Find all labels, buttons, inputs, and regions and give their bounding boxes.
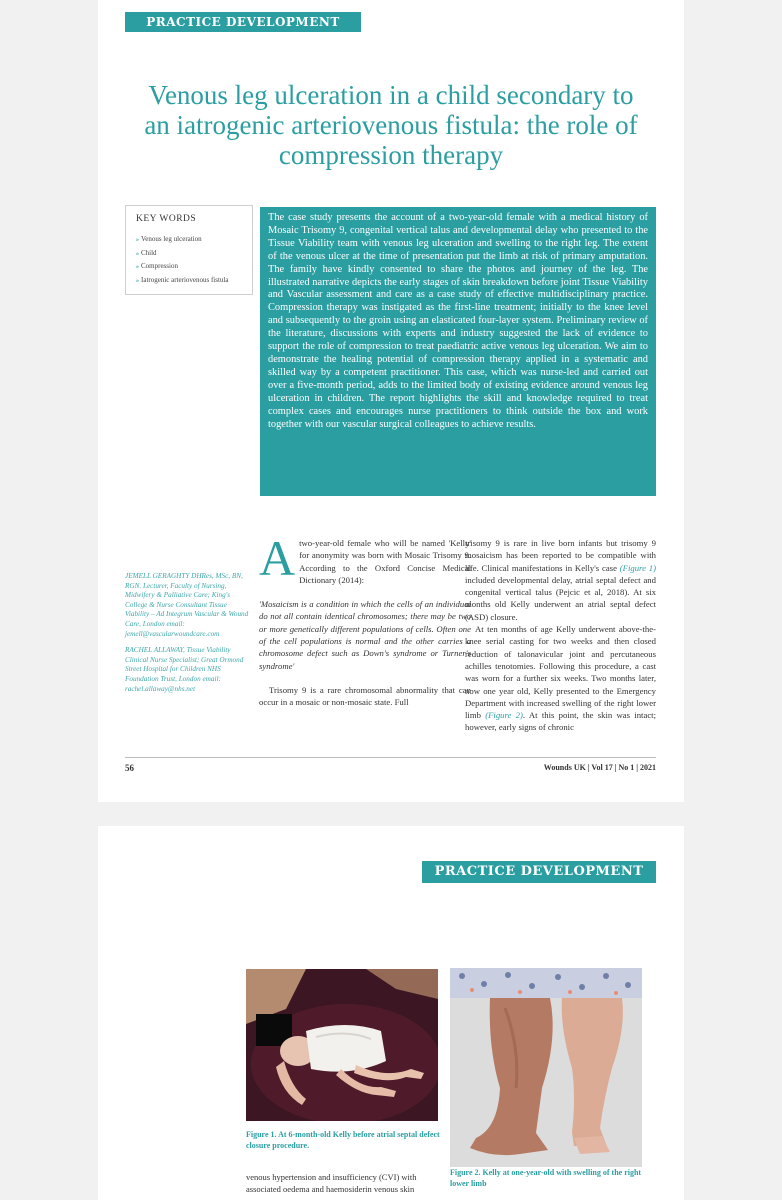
author-2: RACHEL ALLAWAY, Tissue Viability Clinical Nurse Specialist; Great Ormond Street Hospital for Children NHS Foundation Trust, London email: rachel.allaway@nhs.net [125, 646, 244, 693]
figure-2-caption: Figure 2. Kelly at one-year-old with swelling of the right lower limb [450, 1168, 642, 1188]
section-label: PRACTICE DEVELOPMENT [125, 12, 361, 32]
definition-quote: 'Mosaicism is a condition in which the cells of an individual do not all contain identical chromosomes; there may be two or more genetically different populations of cells. Often one of the cell populations is normal and the other carries a chromosome defect such as Down's syndrome or Turner's syndrome' [259, 599, 471, 671]
section-label: PRACTICE DEVELOPMENT [422, 861, 656, 883]
keywords-heading: KEY WORDS [136, 214, 197, 224]
arrow-bullet-icon: » [136, 250, 139, 257]
journal-page-57 [98, 826, 684, 1200]
body-paragraph: At ten months of age Kelly underwent above-the-knee serial casting for two weeks and then closed reduction of talonavicular joint and percutaneous achilles tenotomies. Following this procedure, a cast was worn for a further six weeks. Two months later, now one year old, Kelly presented to the Emergency Department with increased swelling of the right lower limb (Figure 2). At this point, the skin was intact; however, early signs of chronic [465, 624, 657, 733]
keyword-item: » Iatrogenic arteriovenous fistula [136, 275, 229, 284]
body-paragraph: trisomy 9 is rare in live born infants but trisomy 9 mosaicism has been reported to be compatible with life. Clinical manifestations in Kelly's case (Figure 1) included developmental delay, atrial septal defect and congenital vertical talus (Pejcic et al, 2018). At six months old Kelly underwent an atrial septal defect (ASD) closure. [465, 538, 657, 622]
footer-divider [125, 757, 656, 758]
keywords-list [136, 233, 228, 287]
journal-citation: Wounds UK | Vol 17 | No 1 | 2021 [543, 763, 656, 772]
journal-page-56 [98, 0, 684, 802]
keywords-box [125, 205, 253, 295]
figure-1-photo [246, 969, 438, 1121]
abstract-box: The case study presents the account of a two-year-old female with a medical history of Mosaic Trisomy 9, congenital vertical talus and developmental delay who presented to the Tissue Viability team with venous leg ulceration and swelling to the right leg. The extent of the venous ulcer at the time of presentation put the limb at risk of primary amputation. The family have kindly consented to share the photos and journey of the leg. The illustrated narrative depicts the early stages of skin breakdown before joint Tissue Viability and Vascular assessment and care as a case study of effective multidisciplinary practice. Compression therapy was instigated as the first-line treatment; initially to the knee level and subsequently to the groin using an elasticated four-layer system. Preliminary review of the literature, discussions with experts and industry suggested the lack of evidence to support the role of compression to treat paediatric active venous leg ulceration. We aim to demonstrate the healing potential of compression therapy applied in a systematic and skilled way by a competent practitioner. This case, which was nurse-led and carried out over a five-month period, adds to the limited body of existing evidence around venous leg ulceration in children. The report highlights the skill and knowledge required to treat complex cases and encourages nurse practitioners to think outside the box and work together with our vascular surgical colleagues to achieve results. [260, 207, 656, 496]
arrow-bullet-icon: » [136, 277, 139, 284]
keyword-item: » Compression [136, 262, 178, 270]
body-paragraph: Trisomy 9 is a rare chromosomal abnormality that can occur in a mosaic or non-mosaic state. Full [259, 684, 471, 708]
page-2-body-text: venous hypertension and insufficiency (CVI) with associated oedema and haemosiderin venous skin [246, 1172, 417, 1195]
swollen-leg-photo-illustration [450, 968, 642, 1167]
body-column-2 [465, 537, 656, 734]
author-1: JEMELL GERAGHTY DHRes, MSc, BN, RGN. Lecturer, Faculty of Nursing, Midwifery & Palliative Care; King's College & Nurse Consultant Tissue Viability – Ad Integrum Vascular & Wound Care, London email: jemell@vascularwoundcare.com [125, 572, 249, 638]
page-number: 56 [125, 763, 134, 773]
figure-2-reference[interactable]: (Figure 2) [485, 710, 523, 721]
arrow-bullet-icon: » [136, 264, 139, 270]
figure-1-reference[interactable]: (Figure 1) [619, 562, 657, 573]
intro-paragraph: Atwo-year-old female who will be named 'Kelly' for anonymity was born with Mosaic Trisomy 9. According to the Oxford Concise Medical Dictionary (2014): [259, 530, 471, 586]
keyword-item: » Child [136, 248, 157, 257]
arrow-bullet-icon: » [136, 237, 139, 243]
figure-1-caption: Figure 1. At 6-month-old Kelly before atrial septal defect closure procedure. [246, 1130, 440, 1150]
keyword-item: » Venous leg ulceration [136, 235, 202, 243]
infant-photo-illustration [246, 969, 438, 1121]
drop-cap: A [259, 530, 296, 586]
figure-2-photo [450, 968, 642, 1167]
article-title: Venous leg ulceration in a child secondary to an iatrogenic arteriovenous fistula: the role of compression therapy [144, 80, 638, 170]
author-affiliations [125, 572, 249, 701]
body-column-1 [259, 530, 471, 709]
